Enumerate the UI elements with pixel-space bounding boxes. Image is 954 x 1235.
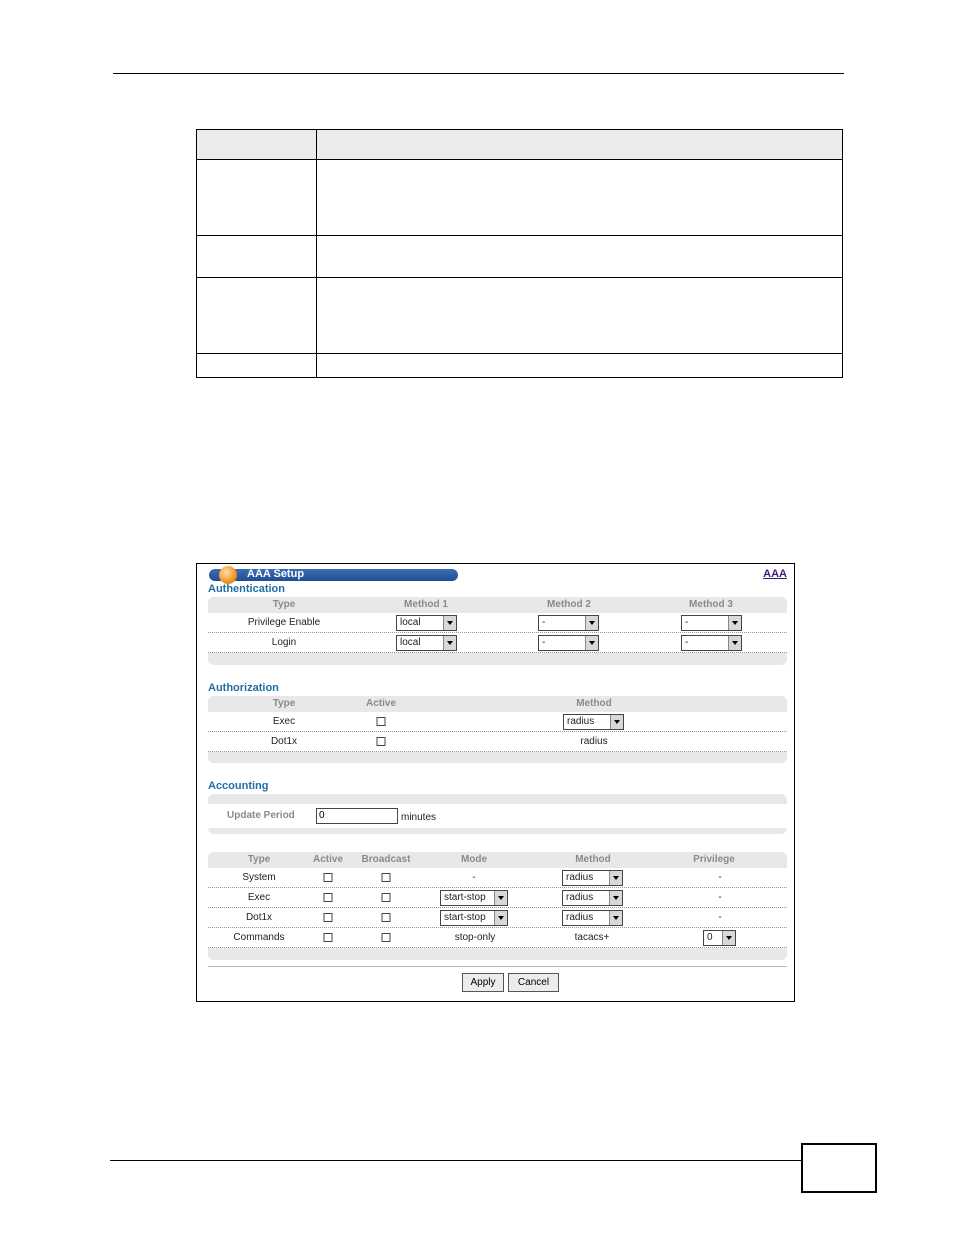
title-orb-icon xyxy=(219,566,237,584)
select-value: radius xyxy=(566,872,594,883)
dot1x-active-checkbox[interactable] xyxy=(324,913,333,922)
select-value: start-stop xyxy=(444,892,486,903)
description-table xyxy=(196,129,843,378)
authorization-row-exec xyxy=(208,712,787,732)
select-value: start-stop xyxy=(444,912,486,923)
system-broadcast-checkbox[interactable] xyxy=(382,873,391,882)
dot1x-method: radius xyxy=(580,736,608,747)
accounting-row-exec xyxy=(208,888,787,908)
accounting-block xyxy=(208,852,787,960)
dot1x-method-select[interactable] xyxy=(562,910,623,926)
update-period-row xyxy=(208,804,787,828)
chevron-down-icon xyxy=(609,911,622,925)
chevron-down-icon xyxy=(494,891,507,905)
panel-title: AAA Setup xyxy=(247,568,305,580)
header-active: Active xyxy=(312,854,344,865)
row-divider xyxy=(197,353,842,354)
row-type: Commands xyxy=(233,932,285,943)
commands-active-checkbox[interactable] xyxy=(324,933,333,942)
row-type: Privilege Enable xyxy=(247,617,321,628)
row-type: Login xyxy=(271,637,297,648)
accounting-row-commands xyxy=(208,928,787,948)
exec-privilege: - xyxy=(718,892,722,903)
row-type: Exec xyxy=(247,892,271,903)
login-method-1-select[interactable] xyxy=(396,635,457,651)
header-method: Method xyxy=(576,698,612,709)
login-method-2-select[interactable] xyxy=(538,635,599,651)
select-value: local xyxy=(400,617,421,628)
authentication-row-login xyxy=(208,633,787,653)
system-privilege: - xyxy=(718,872,722,883)
select-value: 0 xyxy=(707,932,713,943)
select-value: local xyxy=(400,637,421,648)
header-method-3: Method 3 xyxy=(689,599,733,610)
authorization-header-row xyxy=(208,696,787,712)
header-rule xyxy=(113,73,844,74)
select-value: - xyxy=(685,617,689,628)
exec-active-checkbox[interactable] xyxy=(324,893,333,902)
accounting-title: Accounting xyxy=(208,780,269,792)
header-method-1: Method 1 xyxy=(404,599,448,610)
header-active: Active xyxy=(365,698,397,709)
privilege-enable-method-1-select[interactable] xyxy=(396,615,457,631)
commands-mode: stop-only xyxy=(454,932,496,943)
chevron-down-icon xyxy=(609,871,622,885)
chevron-down-icon xyxy=(443,636,456,650)
login-method-3-select[interactable] xyxy=(681,635,742,651)
chevron-down-icon xyxy=(728,616,741,630)
commands-privilege-select[interactable] xyxy=(703,930,736,946)
exec-mode-select[interactable] xyxy=(440,890,508,906)
system-method-select[interactable] xyxy=(562,870,623,886)
select-value: - xyxy=(542,617,546,628)
header-type: Type xyxy=(272,698,296,709)
header-method-2: Method 2 xyxy=(547,599,591,610)
header-type: Type xyxy=(272,599,296,610)
update-period-input[interactable]: 0 xyxy=(316,808,398,824)
authentication-title: Authentication xyxy=(208,583,285,595)
dot1x-mode-select[interactable] xyxy=(440,910,508,926)
button-separator xyxy=(208,966,787,967)
authorization-block xyxy=(208,696,787,763)
apply-button[interactable]: Apply xyxy=(462,973,504,992)
dot1x-active-checkbox[interactable] xyxy=(377,737,386,746)
chevron-down-icon xyxy=(728,636,741,650)
dot1x-broadcast-checkbox[interactable] xyxy=(382,913,391,922)
exec-broadcast-checkbox[interactable] xyxy=(382,893,391,902)
header-method: Method xyxy=(575,854,611,865)
authentication-block xyxy=(208,597,787,665)
aaa-setup-screenshot xyxy=(196,563,795,1002)
accounting-row-dot1x xyxy=(208,908,787,928)
description-table-header xyxy=(197,130,842,160)
chevron-down-icon xyxy=(722,931,735,945)
header-privilege: Privilege xyxy=(693,854,735,865)
row-divider xyxy=(197,235,842,236)
row-divider xyxy=(197,277,842,278)
chevron-down-icon xyxy=(494,911,507,925)
page-number-box xyxy=(801,1143,877,1193)
select-value: - xyxy=(542,637,546,648)
header-broadcast: Broadcast xyxy=(361,854,411,865)
privilege-enable-method-3-select[interactable] xyxy=(681,615,742,631)
accounting-row-system xyxy=(208,868,787,888)
authentication-row-privilege-enable xyxy=(208,613,787,633)
select-value: radius xyxy=(566,912,594,923)
chevron-down-icon xyxy=(443,616,456,630)
aaa-link[interactable]: AAA xyxy=(763,568,787,580)
system-active-checkbox[interactable] xyxy=(324,873,333,882)
authentication-header-row xyxy=(208,597,787,613)
privilege-enable-method-2-select[interactable] xyxy=(538,615,599,631)
update-period-unit: minutes xyxy=(401,812,437,823)
row-type: System xyxy=(242,872,276,883)
cancel-button[interactable]: Cancel xyxy=(508,973,559,992)
select-value: radius xyxy=(567,716,595,727)
header-mode: Mode xyxy=(460,854,488,865)
accounting-header-row xyxy=(208,852,787,868)
exec-active-checkbox[interactable] xyxy=(377,717,386,726)
select-value: - xyxy=(685,637,689,648)
exec-method-select[interactable] xyxy=(563,714,624,730)
row-type: Dot1x xyxy=(270,736,298,747)
column-divider xyxy=(316,130,317,377)
select-value: radius xyxy=(566,892,594,903)
authorization-title: Authorization xyxy=(208,682,279,694)
exec-method-select[interactable] xyxy=(562,890,623,906)
chevron-down-icon xyxy=(610,715,623,729)
commands-broadcast-checkbox[interactable] xyxy=(382,933,391,942)
authorization-row-dot1x xyxy=(208,732,787,752)
update-period-block xyxy=(208,794,787,834)
dot1x-privilege: - xyxy=(718,912,722,923)
system-mode: - xyxy=(472,872,476,883)
header-type: Type xyxy=(247,854,271,865)
chevron-down-icon xyxy=(585,636,598,650)
row-type: Dot1x xyxy=(245,912,273,923)
commands-method: tacacs+ xyxy=(574,932,610,943)
row-type: Exec xyxy=(272,716,296,727)
chevron-down-icon xyxy=(609,891,622,905)
update-period-label: Update Period xyxy=(227,810,295,821)
chevron-down-icon xyxy=(585,616,598,630)
footer-rule xyxy=(110,1160,802,1161)
